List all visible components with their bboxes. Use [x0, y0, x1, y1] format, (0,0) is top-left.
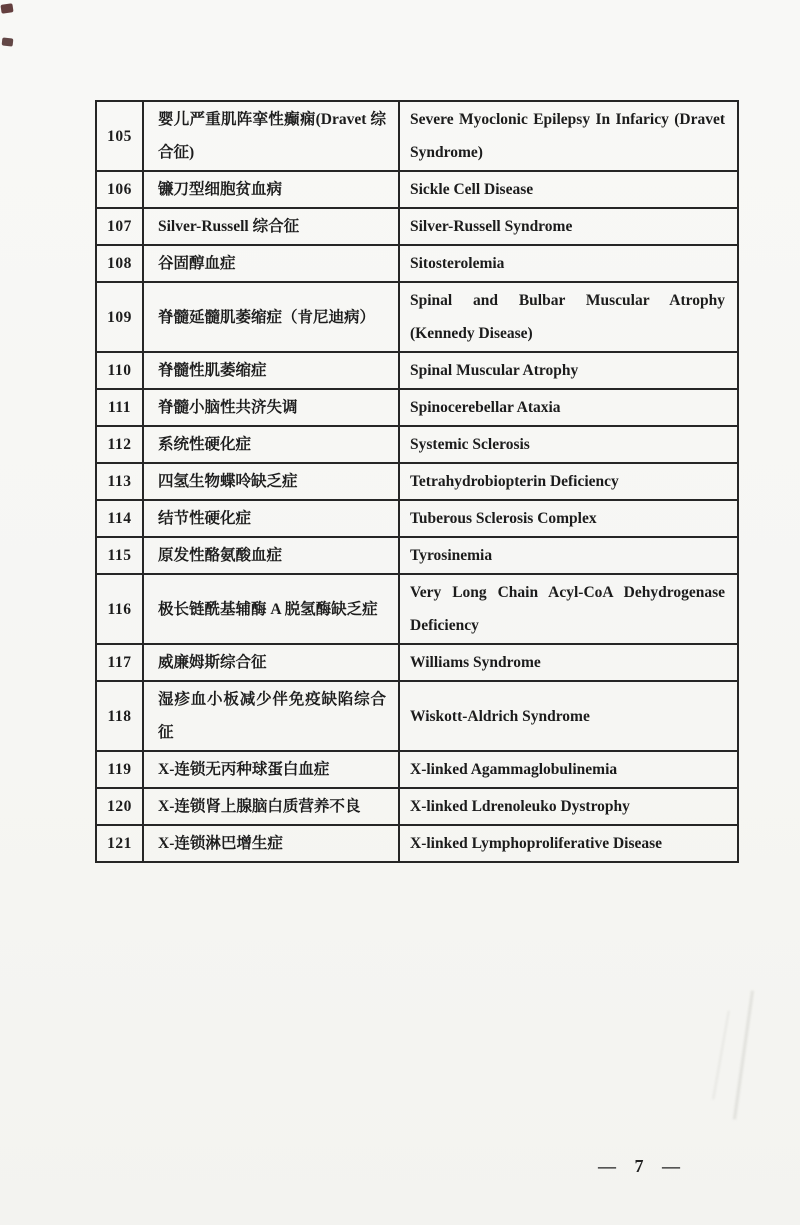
cell-entry-number: 110: [96, 352, 143, 389]
cell-disease-name-chinese: X-连锁肾上腺脑白质营养不良: [143, 788, 399, 825]
cell-disease-name-english: X-linked Ldrenoleuko Dystrophy: [399, 788, 738, 825]
cell-disease-name-english: Tyrosinemia: [399, 537, 738, 574]
cell-entry-number: 120: [96, 788, 143, 825]
cell-disease-name-chinese: 婴儿严重肌阵挛性癫痫(Dravet 综合征): [143, 101, 399, 171]
table-row: [96, 751, 738, 788]
cell-entry-number: 105: [96, 101, 143, 171]
cell-disease-name-chinese: 原发性酪氨酸血症: [143, 537, 399, 574]
cell-disease-name-english: Very Long Chain Acyl-CoA Dehydrogenase Deficiency: [399, 574, 738, 644]
cell-disease-name-english: Spinal and Bulbar Muscular Atrophy (Kennedy Disease): [399, 282, 738, 352]
table-row: [96, 825, 738, 862]
cell-disease-name-chinese: 谷固醇血症: [143, 245, 399, 282]
cell-disease-name-english: Wiskott-Aldrich Syndrome: [399, 681, 738, 751]
cell-disease-name-english: Severe Myoclonic Epilepsy In Infaricy (Dravet Syndrome): [399, 101, 738, 171]
cell-disease-name-chinese: Silver-Russell 综合征: [143, 208, 399, 245]
disease-table: [95, 100, 739, 863]
table-row: [96, 574, 738, 644]
cell-entry-number: 106: [96, 171, 143, 208]
table-row: [96, 537, 738, 574]
table-row: [96, 500, 738, 537]
cell-disease-name-english: Williams Syndrome: [399, 644, 738, 681]
cell-entry-number: 112: [96, 426, 143, 463]
cell-disease-name-english: Spinocerebellar Ataxia: [399, 389, 738, 426]
table-row: [96, 171, 738, 208]
cell-disease-name-english: Spinal Muscular Atrophy: [399, 352, 738, 389]
cell-entry-number: 107: [96, 208, 143, 245]
table-row: [96, 245, 738, 282]
cell-entry-number: 114: [96, 500, 143, 537]
cell-disease-name-english: Systemic Sclerosis: [399, 426, 738, 463]
cell-entry-number: 117: [96, 644, 143, 681]
table-row: [96, 208, 738, 245]
cell-entry-number: 121: [96, 825, 143, 862]
page-number: — 7 —: [598, 1156, 682, 1176]
table-row: [96, 681, 738, 751]
cell-entry-number: 111: [96, 389, 143, 426]
cell-disease-name-chinese: 脊髓小脑性共济失调: [143, 389, 399, 426]
cell-disease-name-chinese: 湿疹血小板减少伴免疫缺陷综合征: [143, 681, 399, 751]
cell-disease-name-english: X-linked Agammaglobulinemia: [399, 751, 738, 788]
cell-disease-name-english: Sickle Cell Disease: [399, 171, 738, 208]
table-row: [96, 101, 738, 171]
cell-disease-name-chinese: 脊髓延髓肌萎缩症（肯尼迪病）: [143, 282, 399, 352]
scan-artifact-mark: [2, 37, 14, 46]
cell-disease-name-english: Tetrahydrobiopterin Deficiency: [399, 463, 738, 500]
table-row: [96, 644, 738, 681]
cell-disease-name-chinese: 系统性硬化症: [143, 426, 399, 463]
cell-disease-name-chinese: 四氢生物蝶呤缺乏症: [143, 463, 399, 500]
table-row: [96, 788, 738, 825]
cell-entry-number: 109: [96, 282, 143, 352]
table-row: [96, 352, 738, 389]
cell-disease-name-english: Tuberous Sclerosis Complex: [399, 500, 738, 537]
cell-disease-name-chinese: 极长链酰基辅酶 A 脱氢酶缺乏症: [143, 574, 399, 644]
cell-disease-name-chinese: 脊髓性肌萎缩症: [143, 352, 399, 389]
scan-artifact-mark: [0, 3, 13, 14]
cell-disease-name-english: Sitosterolemia: [399, 245, 738, 282]
cell-disease-name-chinese: 威廉姆斯综合征: [143, 644, 399, 681]
disease-table-container: [95, 100, 737, 863]
cell-disease-name-english: X-linked Lymphoproliferative Disease: [399, 825, 738, 862]
cell-entry-number: 113: [96, 463, 143, 500]
cell-disease-name-english: Silver-Russell Syndrome: [399, 208, 738, 245]
cell-disease-name-chinese: X-连锁淋巴增生症: [143, 825, 399, 862]
cell-entry-number: 119: [96, 751, 143, 788]
table-row: [96, 389, 738, 426]
scan-artifact-streak: [733, 990, 754, 1119]
table-row: [96, 282, 738, 352]
cell-entry-number: 115: [96, 537, 143, 574]
cell-disease-name-chinese: 镰刀型细胞贫血病: [143, 171, 399, 208]
cell-disease-name-chinese: 结节性硬化症: [143, 500, 399, 537]
cell-entry-number: 116: [96, 574, 143, 644]
cell-disease-name-chinese: X-连锁无丙种球蛋白血症: [143, 751, 399, 788]
cell-entry-number: 118: [96, 681, 143, 751]
table-row: [96, 426, 738, 463]
table-row: [96, 463, 738, 500]
cell-entry-number: 108: [96, 245, 143, 282]
scan-artifact-streak: [712, 1011, 730, 1100]
